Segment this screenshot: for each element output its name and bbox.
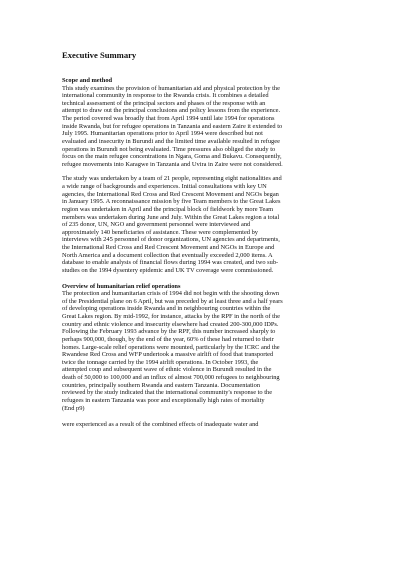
text-line: attempt to draw out the principal conclusions and policy lessons from the experience. <box>62 107 281 115</box>
text-line: Rwandese Red Cross and WFP undertook a massive airlift of food that transported <box>62 351 274 359</box>
text-line: operations in Burundi not being evaluated. Time pressures also obliged the study to <box>62 145 276 153</box>
text-line: homes. Large-scale relief operations were mounted, particularly by the ICRC and the <box>62 343 280 351</box>
text-line: refugees in eastern Tanzania was poor and exceptionally high rates of mortality <box>62 396 265 404</box>
text-line: perhaps 900,000, though, by the end of the year, 60% of these had returned to their <box>62 335 274 343</box>
overview-paragraph-2 <box>62 421 362 429</box>
overview-paragraph-1 <box>62 290 362 412</box>
text-line: interviews with 245 personnel of donor organizations, UN agencies and departments, <box>62 236 280 244</box>
text-line: approximately 140 beneficiaries of assistance. These were complemented by <box>62 228 258 236</box>
document-page <box>62 50 362 429</box>
text-line: technical assessment of the principal sectors and phases of the response with an <box>62 99 266 107</box>
section-scope-and-method <box>62 77 362 275</box>
text-line: were experienced as a result of the combined effects of inadequate water and <box>62 421 259 429</box>
text-line: The period covered was broadly that from April 1994 until late 1994 for operations <box>62 115 275 123</box>
text-line: a wide range of backgrounds and experiences. Initial consultations with key UN <box>62 183 267 191</box>
scope-paragraph-1 <box>62 85 362 169</box>
text-line: This study examines the provision of humanitarian aid and physical protection by the <box>62 84 280 92</box>
section-overview <box>62 283 362 429</box>
text-line: agencies, the International Red Cross and Red Crescent Movement and NGOs began <box>62 190 279 198</box>
section-heading-scope: Scope and method <box>62 77 113 84</box>
text-line: Great Lakes region. By mid-1992, for instance, attacks by the RPF in the north of the <box>62 313 280 321</box>
section-heading-overview: Overview of humanitarian relief operations <box>62 282 181 290</box>
text-line: region was undertaken in April and the principal block of fieldwork by more Team <box>62 205 274 213</box>
text-line: of the Presidential plane on 6 April, but was preceded by at least three and a half years <box>62 297 283 305</box>
text-line: the International Red Cross and Red Crescent Movement and NGOs in Europe and <box>62 244 275 252</box>
text-line: twice the tonnage carried by the 1994 airlift operations. In October 1993, the <box>62 358 259 366</box>
text-line: countries, principally southern Rwanda and eastern Tanzania. Documentation <box>62 381 261 389</box>
text-line: attempted coup and subsequent wave of ethnic violence in Burundi resulted in the <box>62 366 272 374</box>
text-line: The protection and humanitarian crisis of 1994 did not begin with the shooting down <box>62 290 280 298</box>
text-line: July 1995. Humanitarian operations prior to April 1994 were described but not <box>62 130 263 138</box>
page-title: Executive Summary <box>62 50 137 60</box>
scope-paragraph-2 <box>62 175 362 274</box>
text-line: in January 1995. A reconnaissance mission by five Team members to the Great Lakes <box>62 198 281 206</box>
text-line: members was undertaken during June and July. Within the Great Lakes region a total <box>62 213 280 221</box>
text-line: Following the February 1993 advance by the RPF, this number increased sharply to <box>62 328 276 336</box>
text-line: focus on the main refugee concentrations in Ngara, Goma and Bukavu. Consequently, <box>62 153 282 161</box>
text-line: inside Rwanda, but for refugee operations in Tanzania and eastern Zaire it extended to <box>62 122 283 130</box>
text-line: country and ethnic violence and insecurity elsewhere had created 200-300,000 IDPs. <box>62 320 279 328</box>
text-line: international community in response to the Rwanda crisis. It combines a detailed <box>62 92 269 100</box>
text-line: (End p9) <box>62 404 85 412</box>
text-line: database to enable analysis of financial flows during 1994 was created, and two sub- <box>62 259 279 267</box>
text-line: reviewed by the study indicated that the international community's response to the <box>62 389 273 397</box>
text-line: death of 50,000 to 100,000 and an influx of almost 700,000 refugees to neighbouring <box>62 374 280 382</box>
text-line: of 235 donor, UN, NGO and government personnel were interviewed and <box>62 221 251 229</box>
text-line: The study was undertaken by a team of 21 people, representing eight nationalities and <box>62 175 282 183</box>
text-line: of developing operations inside Rwanda and in neighbouring countries within the <box>62 305 271 313</box>
text-line: evaluated and insecurity in Burundi and the limited time available resulted in refugee <box>62 137 280 145</box>
text-line: studies on the 1994 dysentery epidemic and UK TV coverage were commissioned. <box>62 266 274 274</box>
text-line: refugee movements into Karagwe in Tanzania and Uvira in Zaire were not considered. <box>62 160 283 168</box>
text-line: North America and a document collection that eventually exceeded 2,000 items. A <box>62 251 273 259</box>
